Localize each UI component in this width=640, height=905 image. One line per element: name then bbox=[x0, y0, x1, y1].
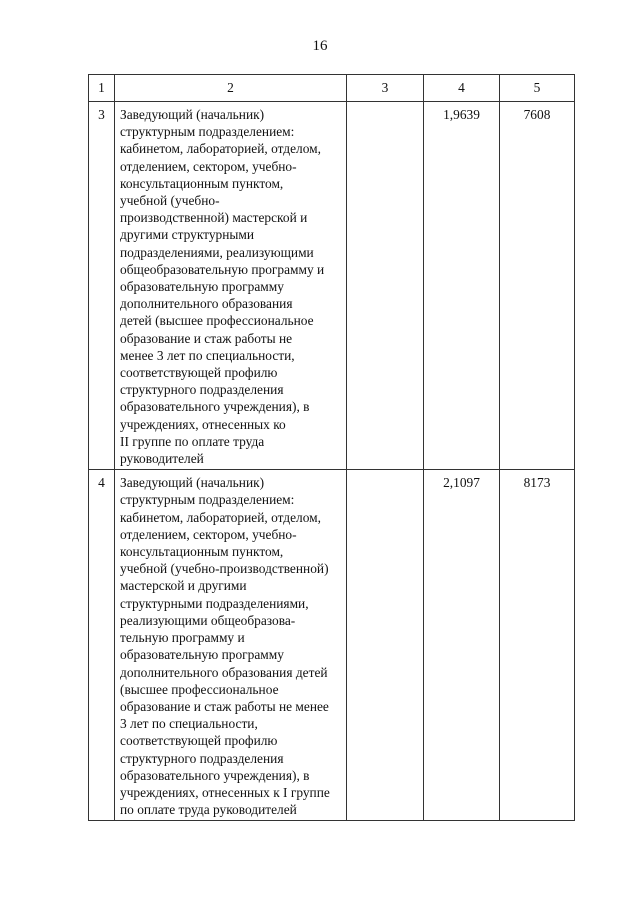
description-line: образовательную программу bbox=[120, 647, 284, 663]
description-line: руководителей bbox=[120, 451, 204, 467]
position-description bbox=[115, 470, 347, 821]
description-line: менее 3 лет по специальности, bbox=[120, 347, 295, 363]
header-cell-5: 5 bbox=[500, 75, 575, 102]
table-header-row bbox=[89, 75, 575, 102]
row-number: 4 bbox=[89, 470, 115, 821]
description-line: Заведующий (начальник) bbox=[120, 475, 265, 491]
row-number: 3 bbox=[89, 102, 115, 470]
description-line: 3 лет по специальности, bbox=[120, 716, 258, 732]
description-line: детей (высшее профессиональное bbox=[120, 313, 314, 329]
description-line: мастерской и другими bbox=[120, 578, 247, 594]
description-line: структурного подразделения bbox=[120, 750, 284, 766]
salary-table bbox=[88, 74, 575, 821]
header-cell-1: 1 bbox=[89, 75, 115, 102]
description-line: подразделениями, реализующими bbox=[120, 244, 314, 260]
description-line: учреждениях, отнесенных ко bbox=[120, 416, 286, 432]
position-description bbox=[115, 102, 347, 470]
header-cell-4: 4 bbox=[424, 75, 500, 102]
description-line: кабинетом, лабораторией, отделом, bbox=[120, 509, 321, 525]
description-line: по оплате труда руководителей bbox=[120, 802, 297, 818]
description-line: другими структурными bbox=[120, 227, 255, 243]
description-line: отделением, сектором, учебно- bbox=[120, 158, 297, 174]
description-line: соответствующей профилю bbox=[120, 733, 278, 749]
description-line: структурного подразделения bbox=[120, 382, 284, 398]
description-line: образование и стаж работы не менее bbox=[120, 698, 329, 714]
table-row bbox=[89, 102, 575, 470]
description-line: тельную программу и bbox=[120, 630, 245, 646]
description-line: общеобразовательную программу и bbox=[120, 261, 325, 277]
description-line: реализующими общеобразова- bbox=[120, 612, 296, 628]
description-line: учреждениях, отнесенных к I группе bbox=[120, 784, 330, 800]
table-row bbox=[89, 470, 575, 821]
description-line: структурными подразделениями, bbox=[120, 595, 309, 611]
description-line: учебной (учебно- bbox=[120, 193, 220, 209]
description-line: кабинетом, лабораторией, отделом, bbox=[120, 141, 321, 157]
description-line: образовательную программу bbox=[120, 279, 284, 295]
description-line: образовательного учреждения), в bbox=[120, 767, 310, 783]
description-line: учебной (учебно-производственной) bbox=[120, 561, 329, 577]
description-line: соответствующей профилю bbox=[120, 365, 278, 381]
coefficient-value: 2,1097 bbox=[424, 470, 500, 821]
header-cell-2: 2 bbox=[115, 75, 347, 102]
salary-value: 8173 bbox=[500, 470, 575, 821]
description-line: консультационным пунктом, bbox=[120, 544, 284, 560]
description-line: (высшее профессиональное bbox=[120, 681, 279, 697]
col3-value bbox=[347, 470, 424, 821]
description-line: дополнительного образования bbox=[120, 296, 293, 312]
description-line: Заведующий (начальник) bbox=[120, 107, 265, 122]
salary-value: 7608 bbox=[500, 102, 575, 470]
description-line: образование и стаж работы не bbox=[120, 330, 293, 346]
description-line: отделением, сектором, учебно- bbox=[120, 526, 297, 542]
description-line: структурным подразделением: bbox=[120, 124, 295, 140]
description-line: образовательного учреждения), в bbox=[120, 399, 310, 415]
description-line: консультационным пунктом, bbox=[120, 175, 284, 191]
col3-value bbox=[347, 102, 424, 470]
header-cell-3: 3 bbox=[347, 75, 424, 102]
description-line: структурным подразделением: bbox=[120, 492, 295, 508]
page-number: 16 bbox=[312, 38, 328, 54]
description-line: дополнительного образования детей bbox=[120, 664, 328, 680]
description-line: производственной) мастерской и bbox=[120, 210, 308, 226]
coefficient-value: 1,9639 bbox=[424, 102, 500, 470]
description-line: II группе по оплате труда bbox=[120, 433, 265, 449]
